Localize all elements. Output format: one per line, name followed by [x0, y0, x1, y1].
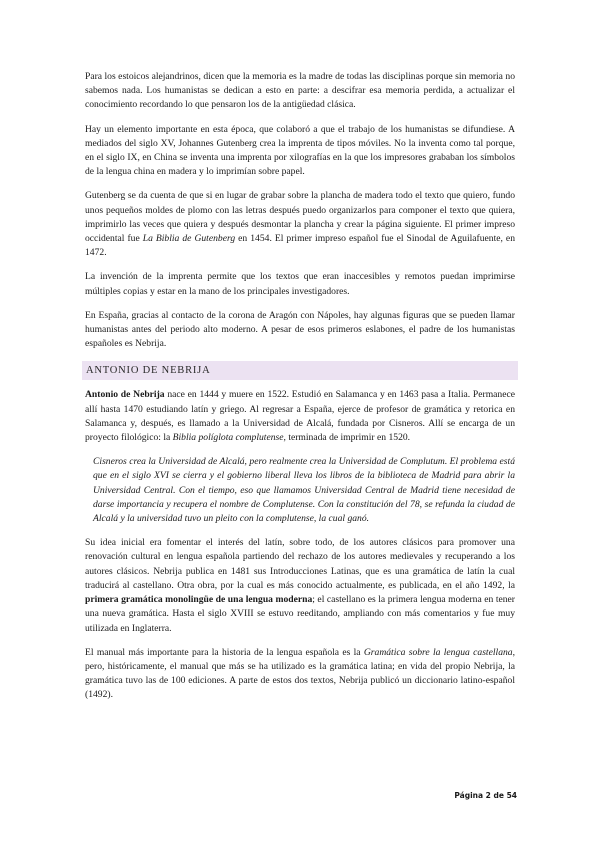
text-run: Su idea inicial era fomentar el interés del latín, sobre todo, de los autores clásicos para promover una renovación cultural en lengua española partiendo del rechazo de los autores medievales y recuperando a los autores clásicos. Nebrija publica en 1481 sus Introducciones Latinas, que es una gramática de latín la cual traducirá al castellano. Otra obra, por la cual es más conocido actualmente, es publicada, en el año 1492, la: [85, 537, 515, 591]
paragraph-estoicos: Para los estoicos alejandrinos, dicen que la memoria es la madre de todas las disciplinas porque sin memoria no sabemos nada. Los humanistas se dedican a esto en parte: a descifrar esa memoria perdida, a actualizar el conocimiento recordando lo que pensaron los de la antigüedad clásica.: [85, 71, 515, 111]
text-run: en 1454. El primer impreso español fue el Sinodal de Aguilafuente, en 1472.: [85, 233, 515, 259]
bold-name-nebrija: Antonio de Nebrija: [85, 389, 165, 401]
italic-note-complutense: Cisneros crea la Universidad de Alcalá, pero realmente crea la Universidad de Complutum. El problema está que en el siglo XVI se cierra y el gobierno liberal lleva los libros de la biblioteca de Madrid para abrir la Universidad Central. Con el tiempo, eso que llamamos Universidad Central de Madrid tiene necesidad de darse importancia y recupera el nombre de Complutense. Con la constitución del 78, se refunda la ciudad de Alcalá y la universidad tuvo un pleito con la complutense, la cual ganó.: [93, 456, 515, 525]
paragraph-gutenberg-intro: Hay un elemento importante en esta época, que colaboró a que el trabajo de los humanistas se difundiese. A mediados del siglo XV, Johannes Gutenberg crea la imprenta de tipos móviles. No la inventa como tal porque, en el siglo IX, en China se inventa una imprenta por xilografías en la que los impresores grababan los símbolos de la lengua china en madera y lo imprimían sobre papel.: [85, 123, 515, 178]
paragraph-gutenberg-moldes: [85, 189, 515, 260]
section-heading: ANTONIO DE NEBRIJA: [86, 365, 211, 377]
text-run: , pero, históricamente, el manual que más se ha utilizado es la gramática latina; en vida del propio Nebrija, la gramática tuvo las de 100 ediciones. A parte de estos dos textos, Nebrija publicó un diccionario latino-español (1492).: [85, 646, 515, 701]
paragraph-invencion-imprenta: La invención de la imprenta permite que los textos que eran inaccesibles y remotos puedan imprimirse múltiples copias y estar en la mano de los principales investigadores.: [85, 271, 515, 297]
italic-title-gramatica-castellana: Gramática sobre la lengua castellana: [363, 646, 513, 658]
paragraph-nebrija-bio: [85, 388, 515, 445]
italic-title-biblia-gutenberg: La Biblia de Gutenberg: [142, 233, 236, 245]
section-heading-bar: [82, 361, 518, 380]
page-number: Página 2 de 54: [454, 791, 517, 800]
document-body: [85, 70, 515, 713]
text-run: ; el castellano es la primera lengua moderna en tener una nueva gramática. Hasta el siglo XVIII se estuvo reeditando, ampliando con más comentarios y fue muy utilizada en Inglaterra.: [85, 594, 515, 634]
paragraph-espana-humanistas: En España, gracias al contacto de la corona de Aragón con Nápoles, hay algunas figuras que se pueden llamar humanistas antes del periodo alto moderno. A pesar de esos primeros eslabones, el padre de los humanistas españoles es Nebrija.: [85, 309, 515, 350]
text-run: , terminada de imprimir en 1520.: [283, 432, 411, 444]
text-run: nace en 1444 y muere en 1522. Estudió en Salamanca y en 1463 pasa a Italia. Permanece allí hasta 1470 estudiando latín y griego. Al regresar a España, ejerce de profesor de gramática y retorica en Salamanca y, después, es llamado a la Universidad de Alcalá, fundada por Cisneros. Allí se encarga de un proyecto filológico: la: [85, 389, 515, 444]
text-run: El manual más importante para la historia de la lengua española es la: [85, 646, 364, 658]
text-run: Gutenberg se da cuenta de que si en lugar de grabar sobre la plancha de madera todo el texto que quiero, fundo unos pequeños moldes de plomo con las letras después puedo organizarlos para componer el texto que quiera, imprimirlo las veces que quiera y después desmontar la plancha y crear la página siguiente. El primer impreso occidental fue: [85, 190, 515, 245]
bold-primera-gramatica: primera gramática monolingüe de una lengua moderna: [85, 594, 313, 606]
paragraph-idea-inicial: [85, 536, 515, 635]
italic-title-biblia-poliglota: Biblia políglota complutense: [172, 432, 284, 444]
paragraph-manual-importante: [85, 646, 515, 703]
